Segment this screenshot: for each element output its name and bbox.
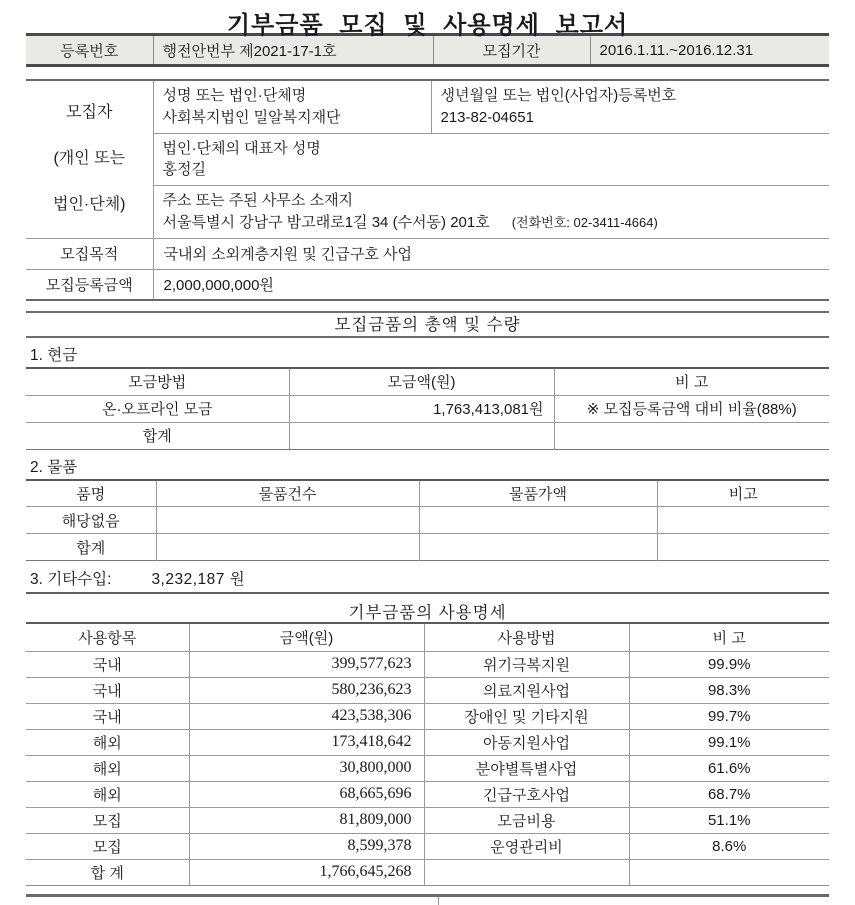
goods-section-label: 2. 물품 [30,458,78,476]
table-cell: 합계 [26,422,289,449]
usage-note: 8.6% [629,833,829,859]
table-cell [419,534,657,561]
table-row [26,833,829,859]
usage-category: 모집 [26,833,189,859]
cash-table [26,367,829,450]
other-income-value: 3,232,187 원 [151,571,246,588]
collector-name-label: 성명 또는 법인·단체명 [162,87,307,104]
usage-amount: 399,577,623 [189,651,424,677]
usage-method: 아동지원사업 [424,729,629,755]
usage-method: 긴급구호사업 [424,781,629,807]
table-cell: 합계 [26,534,156,561]
table-cell [289,422,554,449]
usage-method: 모금비용 [424,807,629,833]
usage-method: 위기극복지원 [424,651,629,677]
column-header: 사용항목 [78,629,137,647]
table-cell: 1,763,413,081원 [289,395,554,422]
usage-amount: 68,665,696 [189,781,424,807]
usage-note: 99.7% [629,703,829,729]
column-header: 사용방법 [424,623,629,651]
column-header: 모금액(원) [289,368,554,395]
collector-rep-value: 홍정길 [162,161,206,179]
collector-name-value: 사회복지법인 밀알복지재단 [162,108,341,126]
purpose-value: 국내외 소외계층지원 및 긴급구호 사업 [153,238,829,269]
usage-method: 장애인 및 기타지원 [424,703,629,729]
collector-address-label: 주소 또는 주된 사무소 소재지 [162,192,354,209]
usage-amount: 81,809,000 [189,807,424,833]
table-row [26,781,829,807]
section-divider [26,592,829,594]
usage-category: 국내 [26,651,189,677]
phone-number: (전화번호: 02-3411-4664) [511,214,658,230]
page-title: 기부금품 모집 및 사용명세 보고서 [226,12,629,39]
table-cell: 해당없음 [26,507,156,534]
usage-method [424,859,629,885]
usage-amount: 423,538,306 [189,703,424,729]
usage-amount: 173,418,642 [189,729,424,755]
column-header: 비고 [657,480,829,507]
totals-section-heading: 모집금품의 총액 및 수량 [26,311,829,338]
usage-category: 해외 [26,729,189,755]
goods-table [26,479,829,562]
table-cell [419,507,657,534]
collector-idno-value: 213-82-04651 [440,108,534,126]
table-row [26,507,829,534]
purpose-label: 모집목적 [26,238,153,269]
next-table-column-divider [438,897,439,905]
collector-table [26,79,829,301]
table-row [26,703,829,729]
collector-name-cell [153,80,431,133]
table-cell [156,534,419,561]
usage-note: 98.3% [629,677,829,703]
table-cell [657,507,829,534]
collector-label-line: 법인·단체) [53,196,126,214]
table-cell: ※ 모집등록금액 대비 비율(88%) [554,395,829,422]
usage-amount: 30,800,000 [189,755,424,781]
collector-rep-cell [153,133,829,186]
registered-amount-value: 2,000,000,000원 [153,269,829,300]
collector-label-line: 모집자 [66,104,113,122]
usage-note: 51.1% [629,807,829,833]
collector-address-value [163,212,821,234]
usage-category: 해외 [26,755,189,781]
usage-category: 해외 [26,781,189,807]
collector-address-cell [153,186,829,239]
table-cell [156,507,419,534]
table-row [26,395,829,422]
usage-method: 의료지원사업 [424,677,629,703]
table-header-row [26,480,829,507]
usage-note: 68.7% [629,781,829,807]
usage-section-heading: 기부금품의 사용명세 [348,604,507,622]
reg-no-value: 행전안번부 제2021-17-1호 [153,35,433,66]
address-text: 서울특별시 강남구 밤고래로1길 34 (수서동) 201호 [162,213,490,231]
table-row [26,422,829,449]
table-row [26,755,829,781]
reg-no-label: 등록번호 [26,35,153,66]
other-income-line [30,567,829,587]
collector-idno-label: 생년월일 또는 법인(사업자)등록번호 [440,87,677,104]
collector-label [26,80,153,238]
next-table-top-edge [26,894,829,902]
usage-method: 분야별특별사업 [424,755,629,781]
table-row [26,677,829,703]
collector-idno-cell [431,80,829,133]
table-cell: 온·오프라인 모금 [26,395,289,422]
usage-amount: 1,766,645,268 [189,859,424,885]
table-total-row [26,859,829,885]
usage-note: 99.9% [629,651,829,677]
column-header: 품명 [76,485,106,503]
table-row [26,729,829,755]
usage-table [26,622,829,886]
usage-method: 운영관리비 [424,833,629,859]
table-row [26,80,829,133]
table-row [26,269,829,300]
usage-note: 99.1% [629,729,829,755]
table-header-row [26,623,829,651]
usage-category: 모집 [26,807,189,833]
table-header-row [26,368,829,395]
table-row [26,35,829,66]
registered-amount-label: 모집등록금액 [26,269,153,300]
table-row [26,651,829,677]
column-header: 물품건수 [156,480,419,507]
usage-note: 61.6% [629,755,829,781]
table-cell [657,534,829,561]
usage-amount: 580,236,623 [189,677,424,703]
column-header: 비 고 [629,623,829,651]
collector-label-line: (개인 또는 [53,150,126,168]
period-value: 2016.1.11.~2016.12.31 [590,35,829,66]
other-income-label: 3. 기타수입: [30,571,112,588]
cash-section-label: 1. 현금 [30,347,78,364]
usage-category: 합 계 [26,859,189,885]
period-label: 모집기간 [433,35,590,66]
table-row [26,534,829,561]
usage-category: 국내 [26,677,189,703]
usage-category: 국내 [26,703,189,729]
table-row [26,807,829,833]
column-header: 물품가액 [419,480,657,507]
usage-note [629,859,829,885]
collector-rep-label: 법인·단체의 대표자 성명 [162,139,321,157]
usage-amount: 8,599,378 [189,833,424,859]
column-header: 금액(원) [189,623,424,651]
table-cell [554,422,829,449]
column-header: 모금방법 [128,374,187,392]
document-body [26,33,829,902]
table-row [26,238,829,269]
column-header: 비 고 [554,368,829,395]
